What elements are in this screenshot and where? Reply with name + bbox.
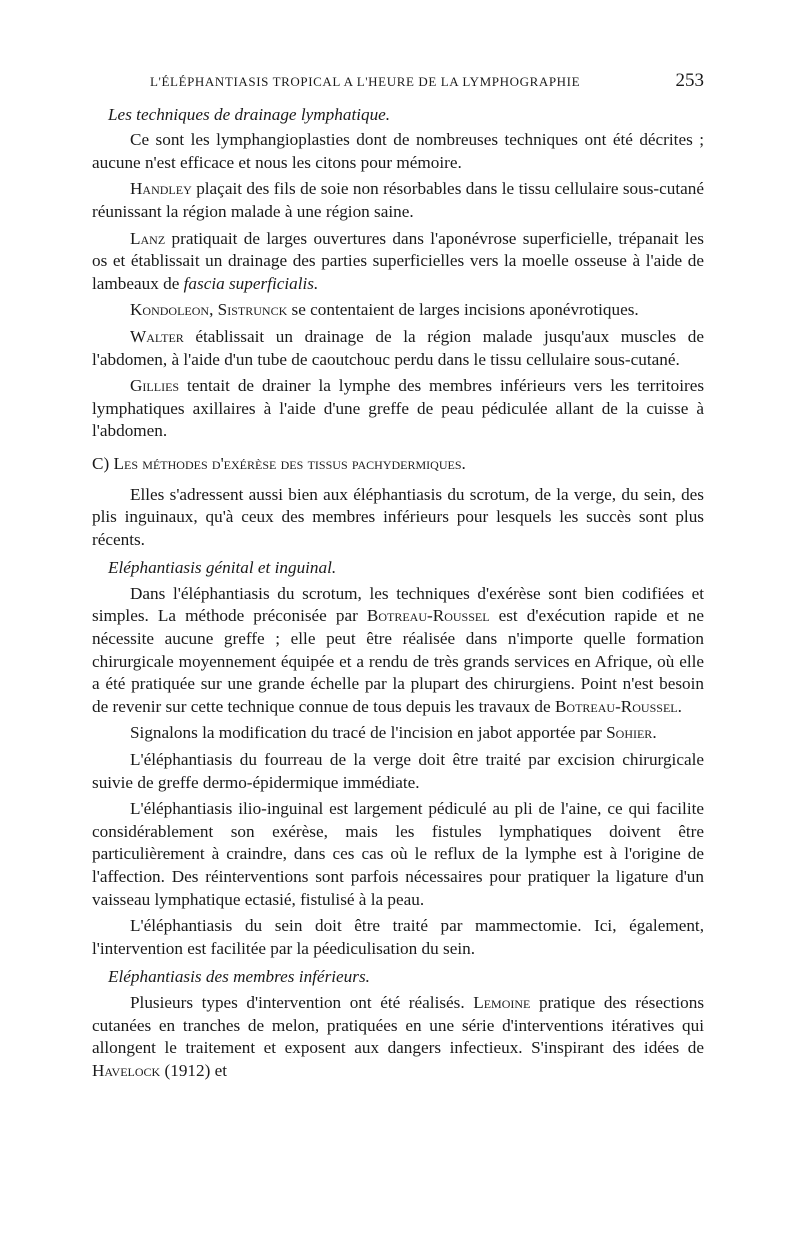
author-name: Botreau-Roussel. [554,696,682,716]
paragraph: L'éléphantiasis du sein doit être traité par mammectomie. Ici, également, l'intervention est facilitée par la péediculisation du sein. [92,916,704,958]
paragraph: Walter établissait un drainage de la région malade jusqu'aux muscles de l'abdomen, à l'aide d'un tube de caoutchouc perdu dans le tissu cellulaire sous-cutané. [92,326,705,369]
author-name: Botreau-Roussel [366,606,490,626]
author-name: Lanz [130,228,166,248]
paragraph: Lanz pratiquait de larges ouvertures dans l'aponévrose superficielle, trépanait les os et établissait un drainage des parties superficielles vers la moelle osseuse à l'aide de lambeaux de fascia superficialis. [92,228,704,293]
subheading-membres: Eléphantiasis des membres inférieurs. [108,967,370,987]
author-name: Walter [130,326,184,346]
running-title: L'ÉLÉPHANTIASIS TROPICAL A L'HEURE DE LA LYMPHOGRAPHIE [150,74,581,89]
paragraph: Plusieurs types d'intervention ont été réalisés. Lemoine pratique des résections cutanées en tranches de melon, pratiquées en une série d'interventions itératives qui allongent le traitement et exposent aux dangers infectieux. S'inspirant des idées de Havelock (1912) et [92,992,705,1080]
paragraph: L'éléphantiasis ilio-inguinal est largement pédiculé au pli de l'aine, ce qui facilite considérablement son exérèse, mais les fistules lymphatiques doivent être particulièrement à craindre, dans ces cas où le reflux de la lymphe est à l'origine de l'affection. Des réinterventions sont parfois nécessaires pour pratiquer la ligature d'un vaisseau lymphatique ectasié, fistulisé à la peau. [92,799,704,909]
paragraph: L'éléphantiasis du fourreau de la verge doit être traité par excision chirurgicale suivie de greffe dermo-épidermique immédiate. [92,750,704,792]
paragraph: Dans l'éléphantiasis du scrotum, les techniques d'exérèse sont bien codifiées et simples. La méthode préconisée par Botreau-Roussel est d'exécution rapide et ne nécessite aucune greffe ; elle peut être réalisée dans n'importe quelle formation chirurgicale moyennement équipée et a rendu de très grands services en Afrique, où elle a été pratiquée sur une grande échelle par la plupart des chirurgiens. Point n'est besoin de revenir sur cette technique connue de tous depuis les travaux de Botreau-Roussel. [92,583,705,716]
author-name: Sistrunck [217,300,288,320]
subheading-genital: Eléphantiasis génital et inguinal. [108,558,337,578]
paragraph: Ce sont les lymphangioplasties dont de nombreuses techniques ont été décrites ; aucune n'est efficace et nous les citons pour mémoire. [92,130,704,172]
paragraph: Elles s'adressent aussi bien aux éléphantiasis du scrotum, de la verge, du sein, des plis inguinaux, qu'à ceux des membres inférieurs pour lesquels les succès sont plus récents. [92,484,704,549]
section-heading: C) Les méthodes d'exérèse des tissus pachydermiques. [92,453,466,473]
author-name: Handley [130,179,192,199]
author-name: Kondoleon, [130,300,214,320]
paragraph: Signalons la modification du tracé de l'incision en jabot apportée par Sohier. [130,723,657,743]
author-name: Lemoine [473,992,531,1012]
author-name: Sohier. [606,723,657,743]
page-number: 253 [675,70,704,91]
running-head [92,70,704,94]
paragraph: Kondoleon, Sistrunck se contentaient de larges incisions aponévrotiques. [130,300,639,320]
paragraph: Handley plaçait des fils de soie non résorbables dans le tissu cellulaire sous-cutané réunissant la région malade à une région saine. [92,179,705,221]
author-name: Gillies [130,376,180,396]
author-name: Havelock [92,1060,161,1080]
subheading-drainage: Les techniques de drainage lymphatique. [108,104,391,124]
paragraph: Gillies tentait de drainer la lymphe des membres inférieurs vers les territoires lymphatiques axillaires à l'aide d'une greffe de peau pédiculée allant de la cuisse à l'abdomen. [92,376,705,441]
